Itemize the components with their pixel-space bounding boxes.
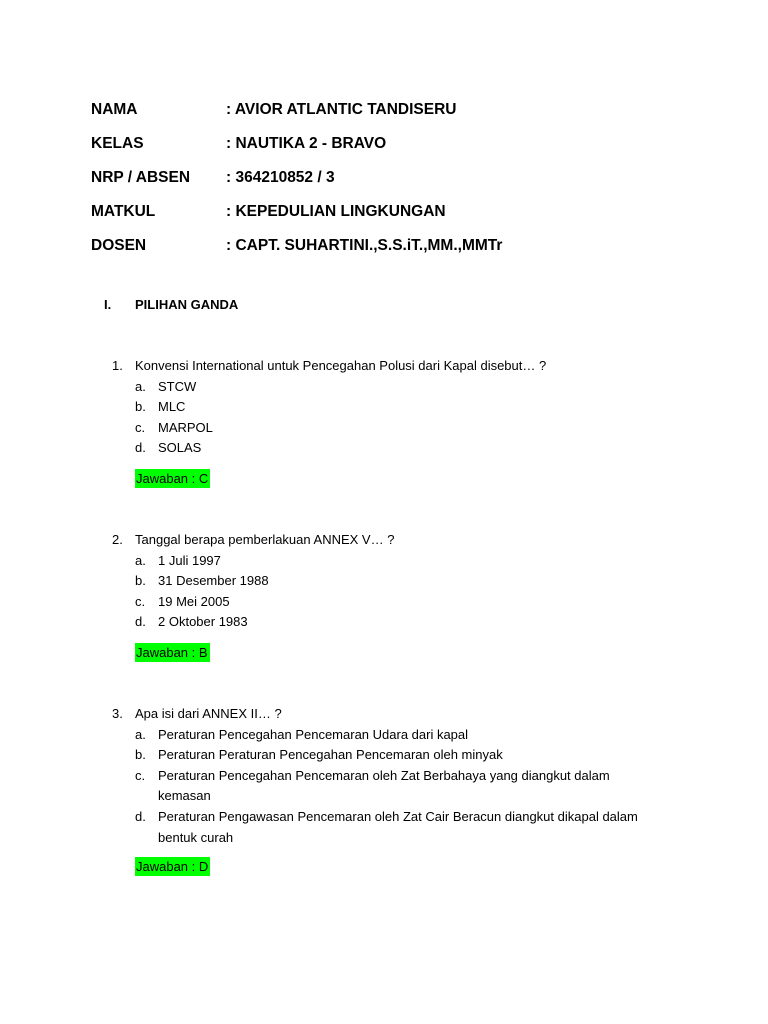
option-text: MARPOL [158,419,213,435]
option-list [135,725,672,849]
question-1 [112,356,672,488]
option-text: 31 Desember 1988 [158,573,269,589]
info-value: : NAUTIKA 2 - BRAVO [226,135,387,152]
option-letter: b. [135,573,146,589]
option-text: 19 Mei 2005 [158,593,230,609]
option-text: SOLAS [158,440,202,456]
section-title: PILIHAN GANDA [135,297,239,312]
option-d [135,807,672,848]
question-number: 3. [112,706,123,721]
question-text: Apa isi dari ANNEX II… ? [135,706,282,721]
question-line [112,530,672,551]
option-a [135,725,672,746]
option-c [135,766,672,807]
section-number: I. [104,297,112,312]
option-letter: d. [135,614,146,630]
option-text: 1 Juli 1997 [158,552,221,568]
option-b [135,397,672,418]
info-label: KELAS [91,135,144,152]
info-value: : KEPEDULIAN LINGKUNGAN [226,203,446,220]
info-label: MATKUL [91,203,156,220]
info-label: NAMA [91,101,138,118]
info-value: : AVIOR ATLANTIC TANDISERU [226,101,457,118]
answer-highlight: Jawaban : D [136,859,209,875]
option-d [135,438,672,459]
option-text: Peraturan Pencegahan Pencemaran Udara dari kapal [158,726,469,742]
answer-wrap [112,857,672,876]
option-letter: c. [135,593,146,609]
answer-highlight: Jawaban : B [136,644,208,660]
option-b [135,745,672,766]
option-text: 2 Oktober 1983 [158,614,248,630]
option-text: MLC [158,399,186,415]
option-letter: b. [135,399,146,415]
option-a [135,551,672,572]
info-row-dosen [91,229,711,263]
info-label: DOSEN [91,237,147,254]
section-heading [104,297,238,312]
option-letter: c. [135,419,146,435]
answer-highlight: Jawaban : C [136,470,209,486]
option-letter: d. [135,440,146,456]
question-number: 1. [112,358,123,373]
option-a [135,377,672,398]
option-text: STCW [158,378,197,394]
option-letter: a. [135,552,146,568]
question-line [112,356,672,377]
option-letter: d. [135,808,146,824]
question-text: Tanggal berapa pemberlakuan ANNEX V… ? [135,532,395,547]
info-row-matkul [91,195,711,229]
info-row-kelas [91,127,711,161]
question-line [112,704,672,725]
info-label: NRP / ABSEN [91,169,191,186]
info-row-nrp [91,161,711,195]
info-row-nama [91,93,711,127]
option-c [135,592,672,613]
option-c [135,418,672,439]
option-list [135,377,672,459]
option-d [135,612,672,633]
question-2 [112,530,672,662]
option-letter: b. [135,747,146,763]
option-text: Peraturan Peraturan Pencegahan Pencemaran oleh minyak [158,747,503,763]
question-text: Konvensi International untuk Pencegahan Polusi dari Kapal disebut… ? [135,358,547,373]
option-list [135,551,672,633]
info-value: : 364210852 / 3 [226,169,335,186]
answer-wrap [112,469,672,488]
option-text: Peraturan Pengawasan Pencemaran oleh Zat Cair Beracun diangkut dikapal dalam bentuk curah [158,808,638,845]
option-letter: c. [135,767,146,783]
question-number: 2. [112,532,123,547]
option-text: Peraturan Pencegahan Pencemaran oleh Zat Berbahaya yang diangkut dalam kemasan [158,767,610,804]
student-info [91,93,711,263]
question-3 [112,704,672,876]
option-letter: a. [135,378,146,394]
option-b [135,571,672,592]
option-letter: a. [135,726,146,742]
info-value: : CAPT. SUHARTINI.,S.S.iT.,MM.,MMTr [226,237,503,254]
answer-wrap [112,643,672,662]
